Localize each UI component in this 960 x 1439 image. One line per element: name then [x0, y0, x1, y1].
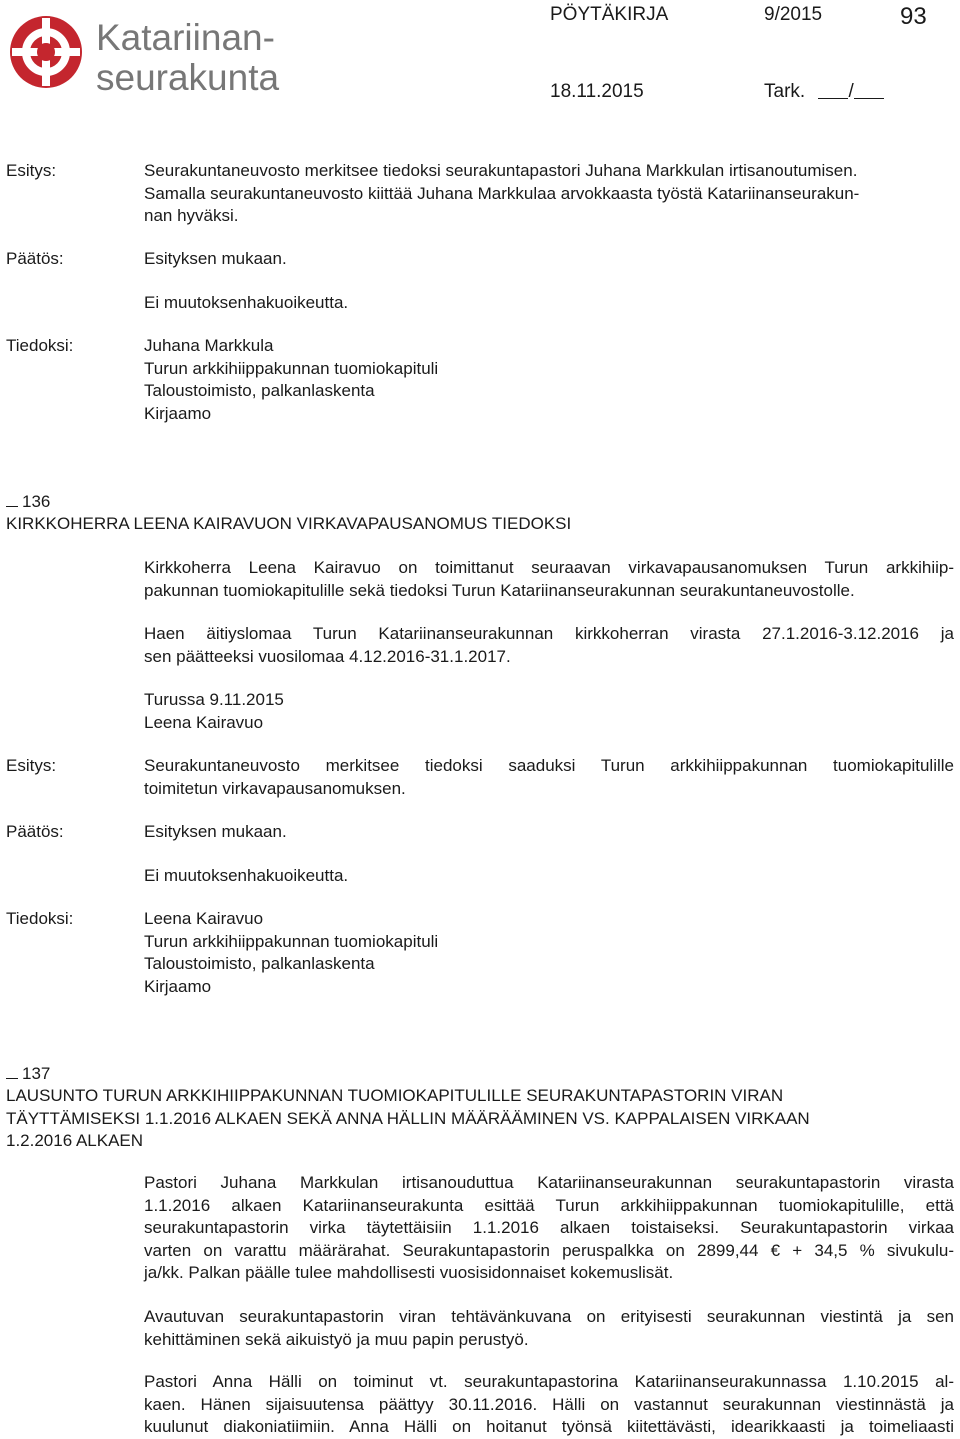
church-emblem-icon	[8, 14, 84, 90]
text-line: varten on varattu määrärahat. Seurakuntapastorin peruspalkka on 2899,44 € + 34,5 % sivukulu-	[144, 1240, 954, 1260]
check-blank-1	[818, 82, 848, 99]
text-line: Kirkkoherra Leena Kairavuo on toimittanut seuraavan virkavapausanomuksen Turun arkkihiip-	[144, 558, 954, 577]
paragraph	[144, 1371, 954, 1439]
text-line: ja/kk. Palkan päälle tulee mahdollisesti vuosisidonnaiset kokemuslisät.	[144, 1263, 674, 1282]
esitys-text	[144, 755, 954, 800]
org-name-line1: Katariinan-	[96, 17, 275, 58]
check-blank-2	[854, 82, 884, 99]
section-title	[6, 1085, 810, 1153]
no-appeal-text: Ei muutoksenhakuoikeutta.	[144, 293, 349, 312]
meeting-date: 18.11.2015	[550, 81, 644, 102]
section-number	[6, 491, 50, 514]
paragraph	[144, 1306, 954, 1351]
recipient: Turun arkkihiippakunnan tuomiokapituli	[144, 358, 439, 378]
org-name-line2: seurakunta	[96, 57, 280, 98]
doc-number: 9/2015	[764, 4, 823, 25]
recipient: Kirjaamo	[144, 976, 212, 996]
recipient: Kirjaamo	[144, 403, 212, 423]
title-line: 1.2.2016 ALKAEN	[6, 1131, 144, 1150]
paatos-label: Päätös:	[6, 822, 64, 841]
section-number	[6, 1063, 50, 1086]
paatos-label: Päätös:	[6, 249, 64, 268]
section-mark	[6, 492, 18, 507]
paragraph	[144, 557, 954, 602]
recipient: Taloustoimisto, palkanlaskenta	[144, 954, 375, 973]
paragraph	[144, 1172, 954, 1285]
recipient: Taloustoimisto, palkanlaskenta	[144, 381, 375, 400]
esitys-text	[144, 160, 859, 228]
signature-name: Leena Kairavuo	[144, 712, 264, 732]
tiedoksi-label: Tiedoksi:	[6, 336, 74, 355]
text-line: 1.1.2016 alkaen Katariinanseurakunta esittää Turun arkkihiippakunnan tuomiokapitulille, että	[144, 1195, 954, 1215]
section-number-text: 136	[22, 492, 51, 511]
text-line: seurakuntapastorin virka täytettäisiin 1.1.2016 alkaen toistaiseksi. Seurakuntapastorin virkaa	[144, 1218, 954, 1237]
text-line: kuulunut diakoniatiimiin. Anna Hälli on hoitanut työnsä kiitettävästi, idearikkaasti ja toimeliaasti	[144, 1417, 954, 1436]
title-line: TÄYTTÄMISEKSI 1.1.2016 ALKAEN SEKÄ ANNA HÄLLIN MÄÄRÄÄMINEN VS. KAPPALAISEN VIRKAAN	[6, 1108, 810, 1128]
section-mark	[6, 1064, 18, 1079]
logo	[8, 14, 84, 90]
esitys-label: Esitys:	[6, 161, 57, 180]
section-title: KIRKKOHERRA LEENA KAIRAVUON VIRKAVAPAUSANOMUS TIEDOKSI	[6, 514, 572, 533]
text-line: toimitetun virkavapausanomuksen.	[144, 778, 406, 798]
esitys-label: Esitys:	[6, 756, 57, 775]
text-line: Avautuvan seurakuntapastorin viran tehtävänkuvana on erityisesti seurakunnan viestintä ja sen	[144, 1307, 954, 1326]
doc-type: PÖYTÄKIRJA	[550, 4, 669, 25]
paatos-text: Esityksen mukaan.	[144, 822, 287, 841]
text-line: kehittäminen sekä aikuistyö ja muu papin perustyö.	[144, 1329, 529, 1349]
text-line: Samalla seurakuntaneuvosto kiittää Juhana Markkulaa arvokkaasta työstä Katariinanseurakun-	[144, 183, 860, 203]
text-line: kaen. Hänen sijaisuutensa päättyy 30.11.2016. Hälli on vastannut seurakunnan viestinnästä ja	[144, 1394, 954, 1414]
paragraph	[144, 623, 954, 668]
text-line: Haen äitiyslomaa Turun Katariinanseurakunnan kirkkoherran virasta 27.1.2016-3.12.2016 ja	[144, 624, 954, 643]
text-line: pakunnan tuomiokapitulille sekä tiedoksi Turun Katariinanseurakunnan seurakuntaneuvostolle.	[144, 580, 855, 600]
tiedoksi-list	[144, 335, 438, 425]
tiedoksi-label: Tiedoksi:	[6, 909, 74, 928]
recipient: Juhana Markkula	[144, 336, 274, 355]
text-line: nan hyväksi.	[144, 206, 239, 225]
recipient: Turun arkkihiippakunnan tuomiokapituli	[144, 931, 439, 951]
recipient: Leena Kairavuo	[144, 909, 264, 928]
text-line: Pastori Juhana Markkulan irtisanouduttua Katariinanseurakunnan seurakuntapastorin virasta	[144, 1173, 954, 1192]
check-text: Tark.	[764, 81, 806, 102]
tiedoksi-list	[144, 908, 438, 998]
paatos-text: Esityksen mukaan.	[144, 249, 287, 268]
no-appeal-text: Ei muutoksenhakuoikeutta.	[144, 866, 349, 885]
text-line: Pastori Anna Hälli on toiminut vt. seurakuntapastorina Katariinanseurakunnassa 1.10.2015 al-	[144, 1372, 954, 1391]
text-line: sen päätteeksi vuosilomaa 4.12.2016-31.1.2017.	[144, 646, 511, 666]
title-line: LAUSUNTO TURUN ARKKIHIIPPAKUNNAN TUOMIOKAPITULILLE SEURAKUNTAPASTORIN VIRAN	[6, 1086, 784, 1105]
page-number: 93	[900, 3, 927, 30]
signature-place-date: Turussa 9.11.2015	[144, 690, 284, 709]
signature-block	[144, 689, 284, 734]
section-number-text: 137	[22, 1064, 51, 1083]
text-line: Seurakuntaneuvosto merkitsee tiedoksi seurakuntapastori Juhana Markkulan irtisanoutumisen.	[144, 161, 858, 180]
text-line: Seurakuntaneuvosto merkitsee tiedoksi saaduksi Turun arkkihiippakunnan tuomiokapitulille	[144, 756, 954, 775]
check-label	[764, 81, 884, 103]
check-slash: /	[848, 81, 854, 102]
